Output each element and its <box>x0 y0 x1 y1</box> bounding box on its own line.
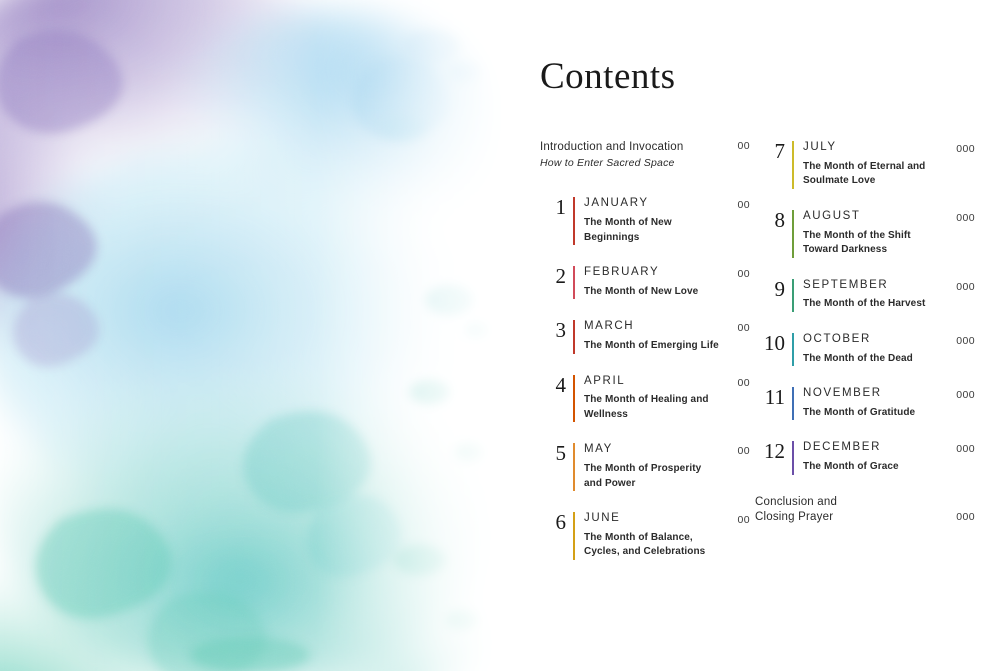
chapter-number: 5 <box>555 441 566 466</box>
chapter-name: FEBRUARY <box>584 266 660 278</box>
chapter-subtitle: The Month of Balance, Cycles, and Celebrations <box>584 531 706 558</box>
toc-entry-january[interactable] <box>540 196 750 245</box>
contents-column-right <box>755 140 975 552</box>
chapter-name: OCTOBER <box>803 332 871 345</box>
chapter-name: AUGUST <box>803 209 861 222</box>
chapter-page: 000 <box>956 143 975 155</box>
chapter-subtitle: The Month of New Love <box>584 285 699 297</box>
chapter-page: 00 <box>737 199 750 212</box>
contents-column-left <box>540 140 750 580</box>
chapter-page: 000 <box>956 280 975 293</box>
back-matter-page: 000 <box>956 510 975 523</box>
page-title: Contents <box>540 56 676 97</box>
chapter-rule <box>792 279 794 312</box>
chapter-subtitle: The Month of Healing and Wellness <box>584 394 709 420</box>
chapter-page: 000 <box>956 443 975 456</box>
chapter-name: SEPTEMBER <box>803 278 889 291</box>
toc-entry-november[interactable] <box>755 386 975 420</box>
chapter-rule <box>573 375 575 423</box>
toc-entry-august[interactable] <box>755 209 975 258</box>
chapter-name: NOVEMBER <box>803 387 882 400</box>
chapter-page: 000 <box>956 389 975 402</box>
back-matter-title: Conclusion and Closing Prayer <box>755 495 838 524</box>
chapter-subtitle: The Month of the Shift Toward Darkness <box>803 229 911 256</box>
back-matter-entry[interactable] <box>755 495 975 526</box>
chapter-name: JUNE <box>584 512 621 525</box>
chapter-page: 000 <box>956 334 975 347</box>
chapter-page: 00 <box>737 322 750 335</box>
chapter-subtitle: The Month of New Beginnings <box>584 217 672 243</box>
chapter-name: APRIL <box>584 374 626 387</box>
chapter-number: 10 <box>764 330 785 355</box>
toc-entry-july[interactable] <box>755 140 975 189</box>
toc-entry-june[interactable] <box>540 511 750 560</box>
chapter-page: 00 <box>737 376 750 389</box>
chapter-rule <box>573 197 575 245</box>
toc-entry-may[interactable] <box>540 442 750 491</box>
chapter-name: JULY <box>803 141 837 153</box>
chapter-page: 00 <box>737 514 750 527</box>
chapter-subtitle: The Month of Prosperity and Power <box>584 463 702 489</box>
chapter-number: 4 <box>555 372 566 397</box>
chapter-number: 2 <box>555 264 566 288</box>
chapter-rule <box>792 141 794 189</box>
toc-entry-october[interactable] <box>755 332 975 366</box>
chapter-rule <box>573 266 575 299</box>
chapter-rule <box>573 512 575 560</box>
chapter-number: 8 <box>774 207 785 232</box>
front-matter-page: 00 <box>737 140 750 152</box>
chapter-rule <box>792 387 794 420</box>
chapter-subtitle: The Month of Emerging Life <box>584 340 719 352</box>
chapter-rule <box>792 333 794 366</box>
toc-entry-march[interactable] <box>540 319 750 353</box>
toc-entry-april[interactable] <box>540 374 750 423</box>
chapter-subtitle: The Month of Grace <box>803 461 899 473</box>
front-matter-title: Introduction and Invocation <box>540 141 684 153</box>
chapter-rule <box>792 441 794 474</box>
contents-page <box>510 0 1000 671</box>
chapter-name: MAY <box>584 443 613 456</box>
chapter-rule <box>573 320 575 353</box>
chapter-name: JANUARY <box>584 197 649 210</box>
chapter-subtitle: The Month of Gratitude <box>803 406 916 418</box>
chapter-page: 00 <box>737 445 750 458</box>
front-matter-subtitle: How to Enter Sacred Space <box>540 156 675 169</box>
chapter-number: 3 <box>555 318 566 343</box>
toc-entry-september[interactable] <box>755 278 975 312</box>
chapter-subtitle: The Month of the Harvest <box>803 298 926 310</box>
chapter-page: 000 <box>956 211 975 224</box>
toc-entry-february[interactable] <box>540 265 750 299</box>
chapter-number: 12 <box>764 439 785 464</box>
chapter-name: MARCH <box>584 320 635 333</box>
chapter-subtitle: The Month of the Dead <box>803 352 913 364</box>
toc-entry-december[interactable] <box>755 440 975 474</box>
chapter-number: 7 <box>774 139 785 163</box>
chapter-number: 11 <box>764 385 785 410</box>
chapter-rule <box>573 443 575 491</box>
front-matter-entry[interactable] <box>540 140 750 170</box>
chapter-number: 9 <box>774 276 785 301</box>
chapter-number: 1 <box>555 195 566 220</box>
chapter-rule <box>792 210 794 258</box>
chapter-subtitle: The Month of Eternal and Soulmate Love <box>803 160 926 187</box>
chapter-name: DECEMBER <box>803 441 881 454</box>
chapter-page: 00 <box>737 268 750 280</box>
chapter-number: 6 <box>555 510 566 535</box>
